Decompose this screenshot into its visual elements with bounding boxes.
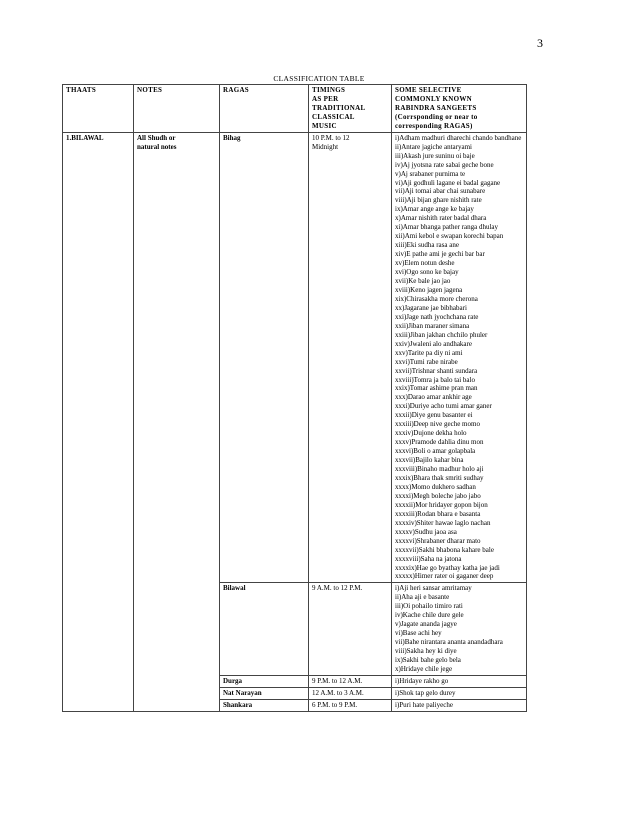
song-item: xxxx)Momo dukhero sadhan (395, 482, 476, 491)
song-item: ix)Amar ange ange ke bajay (395, 205, 474, 214)
song-list (392, 687, 527, 699)
header-songs: SOME SELECTIVE COMMONLY KNOWN RABINDRA SANGEETS (Corrsponding or near to corresponding RAGAS) (392, 85, 527, 133)
header-timings: TIMINGS AS PER TRADITIONAL CLASSICAL MUSIC (309, 85, 392, 133)
song-item: xxvi)Tumi rabe nirabe (395, 357, 458, 366)
song-list (392, 583, 527, 676)
song-item: xxiv)Jwaleni alo andhakare (395, 339, 472, 348)
song-item: ii)Aha aji e basante (395, 593, 450, 602)
song-item: v)Jagate ananda jagye (395, 620, 457, 629)
song-item: xxi)Jage nath jyochchana rate (395, 312, 479, 321)
song-item: i)Hridaye rakho go (395, 676, 449, 685)
song-item: xviii)Keno jagen jagena (395, 285, 463, 294)
raga-name: Shankara (220, 699, 309, 711)
song-list (392, 675, 527, 687)
song-item: ii)Antare jagiche antaryami (395, 142, 472, 151)
song-item: xxxiv)Dujone dekha holo (395, 429, 467, 438)
song-item: xxxxii)Mor hridayer gopon bijon (395, 500, 488, 509)
song-item: xxviii)Tomra ja balo tai balo (395, 375, 475, 384)
song-item: xxxxiv)Shiter hawae laglo nachan (395, 518, 491, 527)
raga-name: Nat Narayan (220, 687, 309, 699)
raga-timing: 9 P.M. to 12 A.M. (309, 675, 392, 687)
header-row (63, 85, 527, 133)
song-item: xxxxvi)Shrabaner dharar mato (395, 536, 481, 545)
song-item: i)Aji heri sansar amritamay (395, 584, 472, 593)
song-list (392, 132, 527, 583)
song-item: xxvii)Trishnar shanti sundara (395, 366, 478, 375)
song-item: ix)Sakhi bahe gelo bela (395, 656, 461, 665)
song-item: vii)Aji tomai abar chai sunabare (395, 187, 486, 196)
thaat-cell: 1.BILAWAL (63, 132, 134, 711)
song-item: xxxxix)Hae go byathay katha jae jadi (395, 563, 500, 572)
song-item: xv)Elem notun deshe (395, 259, 455, 268)
notes-cell: All Shudh or natural notes (134, 132, 220, 711)
song-item: xvi)Ogo sono ke bajay (395, 268, 459, 277)
table-row (63, 132, 527, 583)
song-item: xxiii)Jiban jakhan chchilo phuler (395, 330, 488, 339)
song-item: v)Aj srabaner purnima te (395, 169, 466, 178)
raga-name: Bilawal (220, 583, 309, 676)
song-item: xi)Amar bhanga pather ranga dhulay (395, 223, 499, 232)
raga-name: Bihag (220, 132, 309, 583)
song-item: iii)Akash jure suninu oi baje (395, 151, 475, 160)
song-item: xxxvii)Bajilo kahar bina (395, 456, 464, 465)
song-item: vii)Bahe nirantara ananta anandadhara (395, 638, 503, 647)
header-notes: NOTES (134, 85, 220, 133)
song-item: i)Adham madhuri dharechi chando bandhane (395, 133, 522, 142)
table-title: CLASSIFICATION TABLE (273, 74, 365, 83)
song-item: xxxxiii)Rodan bhara e basanta (395, 509, 481, 518)
song-item: xxxii)Diye genu basanter ei (395, 411, 473, 420)
song-item: xxix)Tomar ashime pran man (395, 384, 478, 393)
song-item: x)Hridaye chile jege (395, 665, 453, 673)
raga-timing: 6 P.M. to 9 P.M. (309, 699, 392, 711)
header-ragas: RAGAS (220, 85, 309, 133)
song-item: i)Puri hate paliyeche (395, 700, 453, 709)
song-item: xxii)Jiban maraner simana (395, 321, 470, 330)
song-item: xxxxv)Sudhu jaoa asa (395, 527, 457, 536)
song-item: xiii)Eki sudha rasa ane (395, 241, 459, 250)
song-item: viii)Sakha hey ki diye (395, 647, 457, 656)
song-list (392, 699, 527, 711)
song-item: xxxi)Duriye acho tumi amar ganer (395, 402, 492, 411)
song-item: xvii)Ke bale jao jao (395, 277, 451, 286)
song-item: xxxxvii)Sakhi bhabona kahare bale (395, 545, 494, 554)
song-item: xx)Jagarane jae bibhabari (395, 303, 467, 312)
song-item: xxxxviii)Saha na jatona (395, 554, 462, 563)
song-item: xii)Ami kebol e swapan korechi bapan (395, 232, 504, 241)
raga-name: Durga (220, 675, 309, 687)
song-item: xxxv)Pramode dahlia dinu mon (395, 438, 484, 447)
song-item: vi)Base achi hey (395, 629, 442, 638)
raga-timing: 9 A.M. to 12 P.M. (309, 583, 392, 676)
song-item: x)Amar nishith rater badal dhara (395, 214, 487, 223)
song-item: xxxiii)Deep nive geche momo (395, 420, 480, 429)
song-item: iii)Oi pohailo timiro rati (395, 602, 463, 611)
song-item: xxv)Tarite pa diy ni ami (395, 348, 463, 357)
song-item: xix)Chirasakha more cherona (395, 294, 478, 303)
header-thaats: THAATS (63, 85, 134, 133)
song-item: i)Shok tap gelo durey (395, 688, 456, 697)
song-item: vi)Aji godhuli lagane ei badal gagane (395, 178, 501, 187)
song-item: xxxviii)Binaho madhur holo aji (395, 465, 484, 474)
song-item: iv)Aj jyotsna rate sabai geche bone (395, 160, 494, 169)
raga-timing: 10 P.M. to 12 Midnight (309, 132, 392, 583)
song-item: xxx)Darao amar ankhir age (395, 393, 472, 402)
classification-table (62, 84, 527, 712)
song-item: xiv)E pathe ami je gechi bar bar (395, 250, 485, 259)
song-item: xxxvi)Boli o amar golapbala (395, 447, 476, 456)
song-item: xxxxx)Himer rater oi gaganer deep (395, 572, 494, 581)
song-item: xxxix)Bhara thak smriti sudhay (395, 473, 484, 482)
raga-timing: 12 A.M. to 3 A.M. (309, 687, 392, 699)
song-item: viii)Aji bijan ghare nishith rate (395, 196, 482, 205)
song-item: xxxxi)Megh boleche jabo jabo (395, 491, 481, 500)
song-item: iv)Kache chile dure gele (395, 611, 464, 620)
page-number: 3 (537, 36, 543, 50)
